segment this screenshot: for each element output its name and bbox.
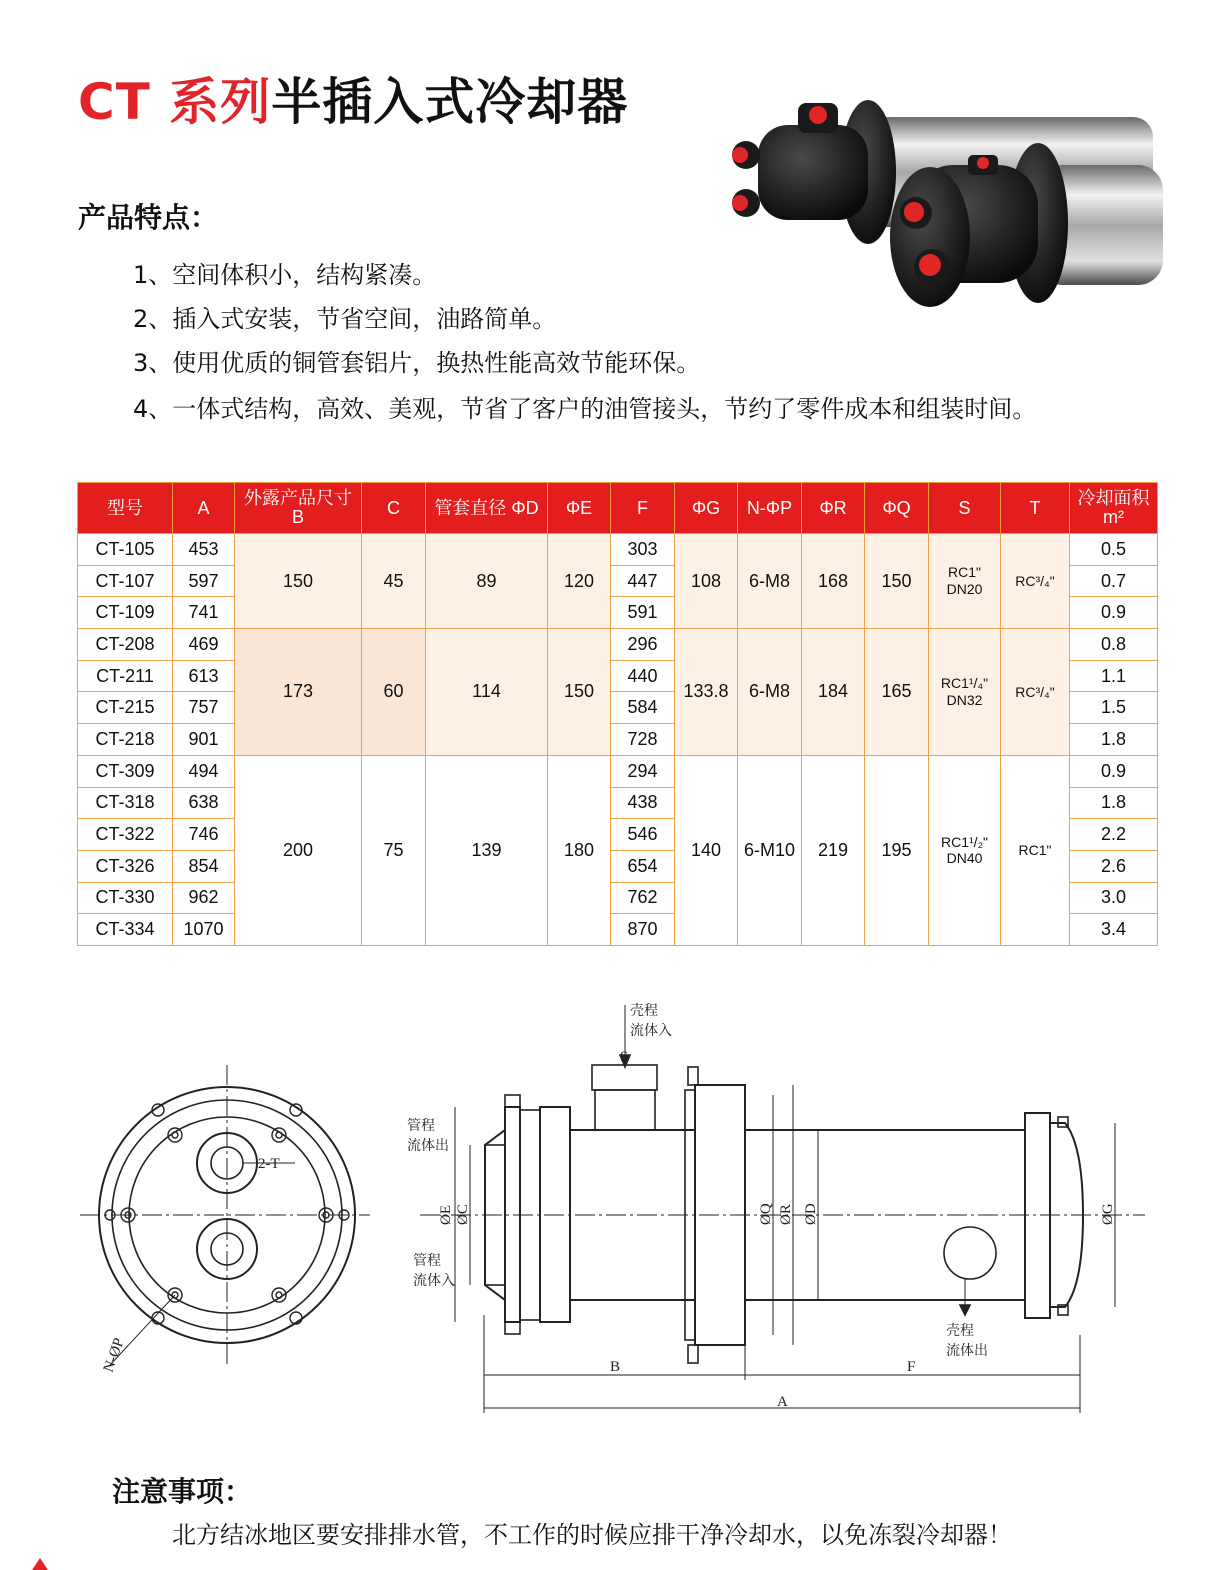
cell-model: CT-218 (78, 724, 173, 756)
label-s: S (620, 1049, 629, 1065)
cell-e: 150 (548, 629, 611, 756)
cell-a: 494 (173, 755, 235, 787)
cell-s-dn: DN40 (946, 850, 983, 867)
cell-r: 184 (802, 629, 865, 756)
cell-f: 303 (611, 534, 675, 566)
label-e: ØE (438, 1205, 454, 1225)
cell-area: 3.4 (1070, 914, 1158, 946)
cell-model: CT-215 (78, 692, 173, 724)
table-header-row (78, 483, 1158, 534)
cell-e: 180 (548, 755, 611, 945)
label-d: ØD (803, 1203, 819, 1225)
cell-r: 168 (802, 534, 865, 629)
label-a: A (777, 1394, 788, 1410)
label-f: F (907, 1359, 916, 1375)
features-heading: 产品特点： (78, 201, 219, 234)
label-shell-out-1: 壳程 (946, 1323, 974, 1339)
cell-d: 114 (426, 629, 548, 756)
cell-a: 757 (173, 692, 235, 724)
cell-r: 219 (802, 755, 865, 945)
col-s: S (929, 483, 1001, 534)
col-d: 管套直径 ΦD (426, 483, 548, 534)
cell-q: 195 (865, 755, 929, 945)
label-q: ØQ (758, 1203, 774, 1225)
cell-t: RC³/₄" (1001, 629, 1070, 756)
cell-a: 741 (173, 597, 235, 629)
spec-table (77, 482, 1158, 946)
cell-f: 591 (611, 597, 675, 629)
product-photo (718, 95, 1168, 313)
table-row (78, 755, 1158, 787)
cell-f: 728 (611, 724, 675, 756)
cell-d: 89 (426, 534, 548, 629)
cell-area: 1.8 (1070, 724, 1158, 756)
cell-a: 613 (173, 660, 235, 692)
page-title (78, 62, 628, 134)
label-tube-out-1: 管程 (407, 1118, 435, 1134)
col-b (235, 483, 362, 534)
cell-area: 3.0 (1070, 882, 1158, 914)
cell-g: 140 (675, 755, 738, 945)
cell-s (929, 629, 1001, 756)
title-series: CT 系列 (78, 73, 272, 131)
col-e: ΦE (548, 483, 611, 534)
cell-b: 200 (235, 755, 362, 945)
label-2t: 2-T (258, 1156, 280, 1172)
cell-model: CT-318 (78, 787, 173, 819)
cell-area: 2.2 (1070, 819, 1158, 851)
cell-model: CT-330 (78, 882, 173, 914)
notes-text: 北方结冰地区要安排排水管，不工作的时候应排干净冷却水，以免冻裂冷却器！ (172, 1521, 1012, 1549)
cell-area: 0.9 (1070, 755, 1158, 787)
cell-f: 440 (611, 660, 675, 692)
col-area-unit: m² (1103, 507, 1124, 527)
cell-model: CT-322 (78, 819, 173, 851)
cell-g: 133.8 (675, 629, 738, 756)
cell-f: 762 (611, 882, 675, 914)
col-c: C (362, 483, 426, 534)
cell-t: RC³/₄" (1001, 534, 1070, 629)
label-c: ØC (455, 1204, 471, 1225)
cell-np: 6-M10 (738, 755, 802, 945)
col-r: ΦR (802, 483, 865, 534)
label-b: B (610, 1359, 621, 1375)
col-f: F (611, 483, 675, 534)
cell-f: 447 (611, 565, 675, 597)
cell-s-thread: RC1" (948, 564, 981, 581)
cell-q: 150 (865, 534, 929, 629)
cell-a: 746 (173, 819, 235, 851)
cell-f: 294 (611, 755, 675, 787)
label-shell-out-2: 流体出 (946, 1343, 988, 1359)
cell-a: 901 (173, 724, 235, 756)
cell-s-dn: DN20 (946, 581, 983, 598)
col-b-symbol: B (291, 507, 304, 527)
feature-item: 1、空间体积小，结构紧凑。 (133, 261, 437, 289)
col-q: ΦQ (865, 483, 929, 534)
cell-d: 139 (426, 755, 548, 945)
cell-e: 120 (548, 534, 611, 629)
corner-mark-icon (30, 1556, 50, 1570)
cell-a: 854 (173, 850, 235, 882)
label-shell-in-1: 壳程 (630, 1003, 658, 1019)
cell-f: 438 (611, 787, 675, 819)
cell-np: 6-M8 (738, 534, 802, 629)
cell-area: 0.9 (1070, 597, 1158, 629)
label-tube-out-2: 流体出 (407, 1138, 449, 1154)
col-a: A (173, 483, 235, 534)
cell-f: 584 (611, 692, 675, 724)
col-np: N-ΦP (738, 483, 802, 534)
col-b-label: 外露产品尺寸 (244, 488, 352, 509)
cell-model: CT-211 (78, 660, 173, 692)
col-area (1070, 483, 1158, 534)
table-row (78, 534, 1158, 566)
cell-s-dn: DN32 (946, 691, 983, 708)
col-area-label: 冷却面积 (1077, 488, 1150, 509)
cell-model: CT-208 (78, 629, 173, 661)
title-product: 半插入式冷却器 (271, 73, 629, 131)
cell-q: 165 (865, 629, 929, 756)
cell-c: 75 (362, 755, 426, 945)
label-tube-in-1: 管程 (413, 1253, 441, 1269)
cell-area: 1.8 (1070, 787, 1158, 819)
cell-a: 638 (173, 787, 235, 819)
cell-s-thread: RC1¹/₂" (941, 833, 988, 850)
cell-model: CT-334 (78, 914, 173, 946)
cell-np: 6-M8 (738, 629, 802, 756)
cell-c: 60 (362, 629, 426, 756)
cell-b: 173 (235, 629, 362, 756)
cell-a: 453 (173, 534, 235, 566)
label-np: N-ØP (100, 1335, 128, 1375)
col-t: T (1001, 483, 1070, 534)
feature-item: 3、使用优质的铜管套铝片，换热性能高效节能环保。 (133, 349, 701, 377)
cell-area: 2.6 (1070, 850, 1158, 882)
cell-a: 1070 (173, 914, 235, 946)
cell-a: 597 (173, 565, 235, 597)
feature-item: 4、一体式结构，高效、美观，节省了客户的油管接头，节约了零件成本和组装时间。 (133, 395, 1037, 423)
end-view (80, 1065, 370, 1374)
cell-b: 150 (235, 534, 362, 629)
cell-area: 1.1 (1070, 660, 1158, 692)
label-g: ØG (1100, 1203, 1116, 1225)
label-tube-in-2: 流体入 (413, 1273, 455, 1289)
cell-a: 962 (173, 882, 235, 914)
cell-area: 0.7 (1070, 565, 1158, 597)
cell-s-thread: RC1¹/₄" (940, 675, 989, 692)
cell-f: 654 (611, 850, 675, 882)
cell-area: 1.5 (1070, 692, 1158, 724)
side-view (407, 1002, 1145, 1413)
cell-model: CT-326 (78, 850, 173, 882)
cell-area: 0.8 (1070, 629, 1158, 661)
table-row (78, 629, 1158, 661)
cell-model: CT-109 (78, 597, 173, 629)
notes-heading: 注意事项： (112, 1475, 253, 1508)
cell-f: 870 (611, 914, 675, 946)
feature-item: 2、插入式安装，节省空间，油路简单。 (133, 305, 557, 333)
label-shell-in-2: 流体入 (630, 1023, 672, 1039)
col-model: 型号 (78, 483, 173, 534)
cell-t: RC1" (1001, 755, 1070, 945)
cell-f: 296 (611, 629, 675, 661)
technical-drawing (80, 995, 1160, 1425)
cell-g: 108 (675, 534, 738, 629)
cell-model: CT-105 (78, 534, 173, 566)
cell-s (929, 755, 1001, 945)
col-g: ΦG (675, 483, 738, 534)
cell-model: CT-107 (78, 565, 173, 597)
cell-s (929, 534, 1001, 629)
cell-a: 469 (173, 629, 235, 661)
cell-c: 45 (362, 534, 426, 629)
cell-model: CT-309 (78, 755, 173, 787)
label-r: ØR (778, 1204, 794, 1225)
cell-area: 0.5 (1070, 534, 1158, 566)
cell-f: 546 (611, 819, 675, 851)
